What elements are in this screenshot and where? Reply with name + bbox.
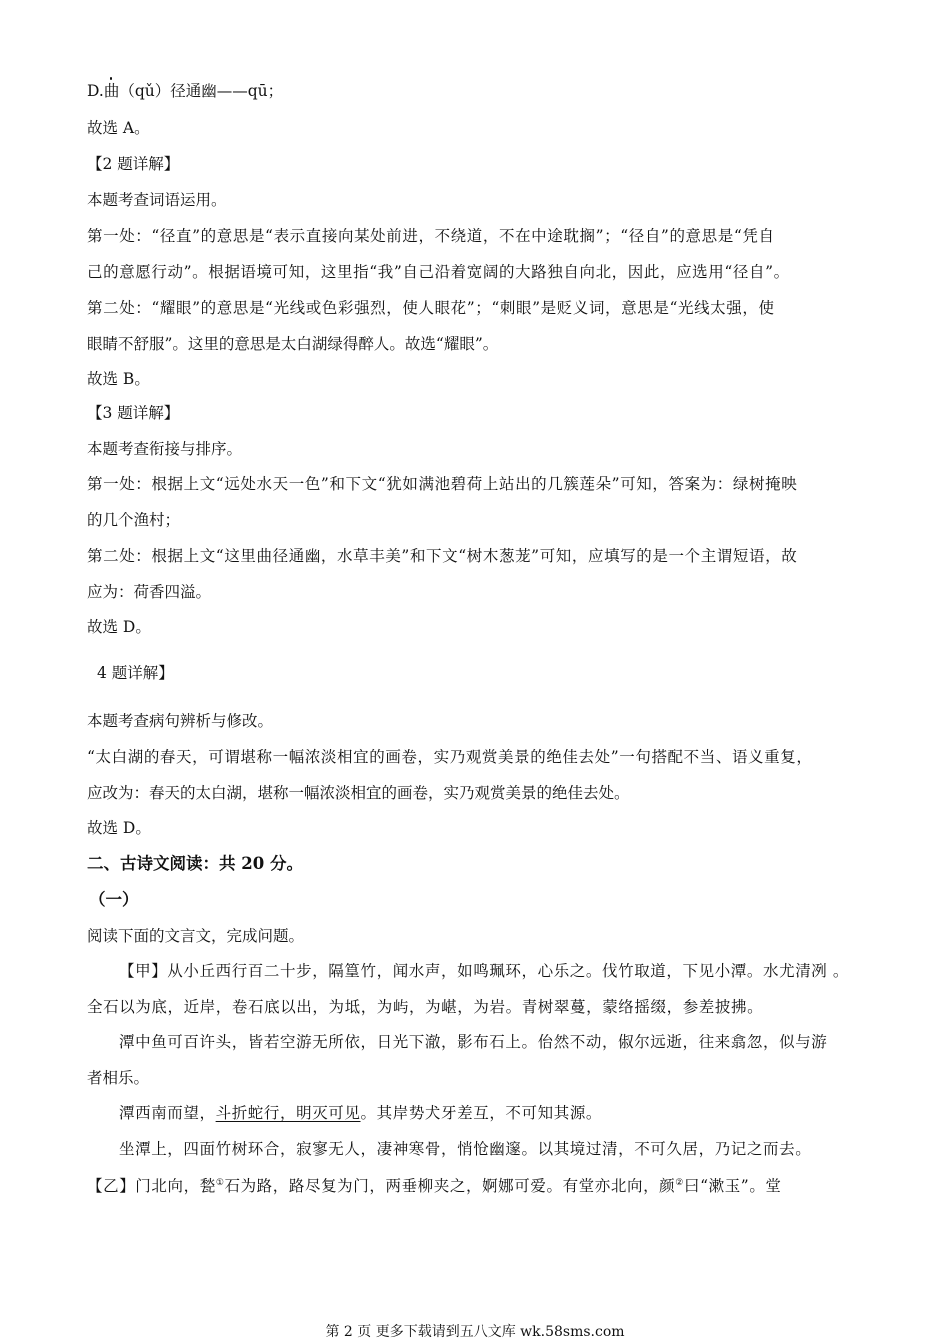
answer-line: 故选 D。 <box>87 819 151 837</box>
answer-d-line: D.曲（qǔ）径通幽——qū； <box>87 82 284 100</box>
section-heading-3: 【3 题详解】 <box>87 404 180 422</box>
classical-text-line: 【乙】门北向，甃①石为路，路尽复为门，两垂柳夹之，婀娜可爱。有堂亦北向，颜②曰“漱玉”。堂 <box>87 1177 782 1195</box>
answer-line: 故选 D。 <box>87 618 151 636</box>
classical-text-line: 坐潭上，四面竹树环合，寂寥无人，凄神寒骨，悄怆幽邃。以其境过清，不可久居，乃记之而去。 <box>119 1140 812 1158</box>
paragraph-line: 第二处：“耀眼”的意思是“光线或色彩强烈，使人眼花”；“刺眼”是贬义词，意思是“光线太强，使 <box>87 299 775 317</box>
subsection-heading: （一） <box>89 890 139 909</box>
paragraph-line: 眼睛不舒服”。这里的意思是太白湖绿得醉人。故选“耀眼”。 <box>87 335 499 353</box>
paragraph-line: “太白湖的春天，可谓堪称一幅浓淡相宜的画卷，实乃观赏美景的绝佳去处”一句搭配不当、语义重复， <box>87 748 813 766</box>
classical-text-line: 者相乐。 <box>87 1069 150 1087</box>
paragraph-line: 己的意愿行动”。根据语境可知，这里指“我”自己沿着宽阔的大路独自向北，因此，应选用“径自”。 <box>87 263 790 281</box>
paragraph-line: 本题考查病句辨析与修改。 <box>87 712 274 730</box>
paragraph-line: 应改为：春天的太白湖，堪称一幅浓淡相宜的画卷，实乃观赏美景的绝佳去处。 <box>87 784 630 802</box>
paragraph-line: 第一处：“径直”的意思是“表示直接向某处前进，不绕道，不在中途耽搁”；“径自”的意思是“凭自 <box>87 227 775 245</box>
emphasis-dot-char: 曲 <box>103 82 120 100</box>
paragraph-line: 本题考查衔接与排序。 <box>87 440 243 458</box>
classical-text-line: 全石以为底，近岸，卷石底以出，为坻，为屿，为嵁，为岩。青树翠蔓，蒙络摇缀，参差披拂。 <box>87 998 764 1016</box>
paragraph-line: 第二处：根据上文“这里曲径通幽，水草丰美”和下文“树木葱茏”可知，应填写的是一个主谓短语，故 <box>87 547 798 565</box>
classical-text-line: 潭中鱼可百许头，皆若空游无所依，日光下澈，影布石上。佁然不动，俶尔远逝，往来翕忽，似与游 <box>119 1033 828 1051</box>
part-two-heading: 二、古诗文阅读：共 20 分。 <box>87 854 303 873</box>
paragraph-line: 第一处：根据上文“远处水天一色”和下文“犹如满池碧荷上站出的几簇莲朵”可知，答案为：绿树掩映 <box>87 475 798 493</box>
underlined-phrase: 斗折蛇行，明灭可见 <box>215 1104 361 1122</box>
classical-text-line: 潭西南而望，斗折蛇行，明灭可见。其岸势犬牙差互，不可知其源。 <box>119 1104 603 1122</box>
classical-text-line: 【甲】从小丘西行百二十步，隔篁竹，闻水声，如鸣珮环，心乐之。伐竹取道，下见小潭。水尤清冽 。 <box>119 962 850 980</box>
section-heading-2: 【2 题详解】 <box>87 155 180 173</box>
instruction-line: 阅读下面的文言文，完成问题。 <box>87 927 305 945</box>
paragraph-line: 本题考查词语运用。 <box>87 191 227 209</box>
page-footer: 第 2 页 更多下载请到五八文库 wk.58sms.com <box>325 1324 625 1340</box>
paragraph-line: 应为：荷香四溢。 <box>87 583 212 601</box>
footnote-marker: ② <box>675 1178 684 1188</box>
answer-line: 故选 A。 <box>87 119 150 137</box>
paragraph-line: 的几个渔村； <box>87 511 181 529</box>
footnote-marker: ① <box>215 1178 225 1188</box>
answer-line: 故选 B。 <box>87 370 150 388</box>
section-heading-4: 4 题详解】 <box>97 664 174 682</box>
